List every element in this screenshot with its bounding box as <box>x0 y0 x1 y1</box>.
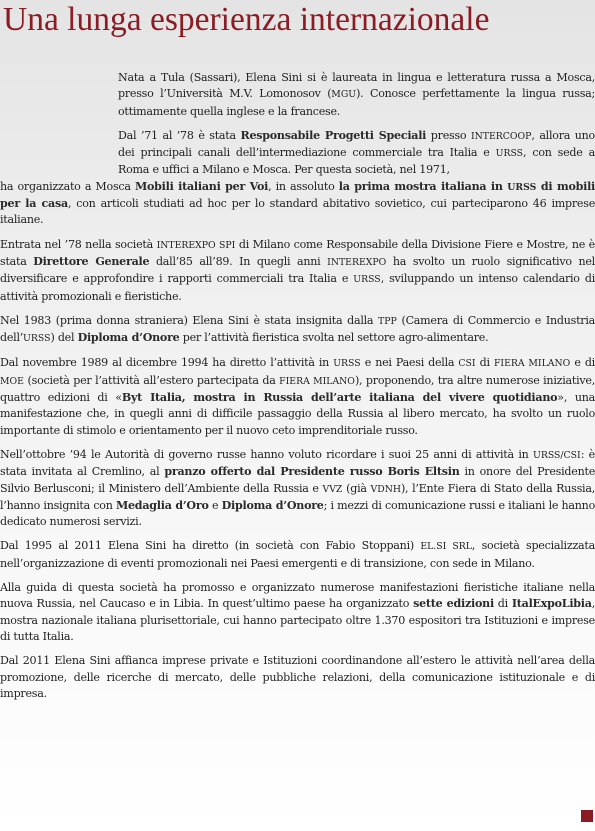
text-run: Alla guida di questa società ha promosso e organizzato numerose manifestazioni fieristiche italiane nella nuova Russia, nel Caucaso e in Libia. In quest’ultimo paese ha organizzato <box>0 581 595 611</box>
acronym: URSS <box>495 148 524 160</box>
text-run: di <box>493 597 512 611</box>
acronym: INTEREXPO SPI <box>156 239 236 251</box>
page-title: Una lunga esperienza internazionale <box>3 1 490 38</box>
acronym: TPP <box>378 315 397 327</box>
text-run: , allora uno dei principali canali dell’intermediazione commerciale tra Italia e <box>118 128 595 160</box>
paragraph-interexpo <box>0 237 595 305</box>
paragraph-diploma-1983 <box>0 313 595 348</box>
text-run: , con articoli studiati ad hoc per lo standard abitativo sovietico, cui parteciparono 46 imprese italiane. <box>0 197 595 227</box>
acronym: MOE <box>0 375 24 387</box>
acronym: INTERCOOP <box>470 130 532 142</box>
text-run: e nei Paesi della <box>360 356 459 370</box>
paragraph-fiera-milano <box>0 355 595 438</box>
text-run: ha organizzato a Mosca <box>0 179 135 193</box>
acronym: FIERA MILANO <box>279 375 355 387</box>
paragraph-elsi <box>0 538 595 572</box>
paragraph-intercoop <box>118 128 595 179</box>
text-run: dall’85 all’89. In quegli anni <box>149 254 328 268</box>
highlight-role: Responsabile Progetti Speciali <box>240 128 427 142</box>
highlight-event: pranzo offerto dal Presidente russo Boris Eltsin <box>164 465 460 479</box>
highlight-exhibition: Byt Italia, mostra in Russia dell’arte italiana del vivere quotidiano <box>121 391 558 405</box>
text-run: per l’attività fieristica svolta nel settore agro-alimentare. <box>179 331 489 345</box>
acronym: URSS <box>333 358 361 370</box>
highlight-role: Direttore Generale <box>33 254 150 268</box>
text-run: ha svolto un ruolo significativo nel diversificare e approfondire i rapporti commerciali tra Italia e <box>0 254 595 286</box>
highlight-editions: sette edizioni <box>413 597 494 611</box>
text-run: ). Conosce perfettamente la lingua russa; ottimamente quella inglese e la francese. <box>118 87 595 118</box>
acronym: URSS <box>353 274 381 286</box>
text-run: e di <box>570 356 595 370</box>
acronym: URSS <box>23 333 51 345</box>
text-run: (già <box>342 481 371 495</box>
text-run: , società specializzata nell’organizzazione di eventi promozionali nei Paesi emergenti e di transizione, con sede in Milano. <box>0 539 595 570</box>
text-run: Nata a Tula (Sassari), Elena Sini si è laureata in lingua e letteratura russa a Mosca, presso l’Università M.V. Lomonosov ( <box>118 71 595 101</box>
text-run: », una manifestazione che, in quegli anni di difficile passaggio della Russia al libero mercato, ha svolto un ruolo importante di stimolo e orientamento per il nuovo ceto imprenditoriale russo. <box>0 391 595 437</box>
highlight-award: Diploma d’Onore <box>221 498 324 512</box>
text-run: Dal ’71 al ’78 è stata <box>118 128 241 142</box>
highlight-exhibition: ItalExpoLibia <box>511 597 592 611</box>
highlight-first-exhibition: di mobili per la casa <box>0 179 595 211</box>
text-run: : è stata invitata al Cremlino, al <box>0 447 595 479</box>
acronym: FIERA MILANO <box>493 358 571 370</box>
text-run: ) del <box>50 331 78 345</box>
highlight-exhibition: Mobili italiani per Voi <box>134 179 269 193</box>
text-run: Dal 2011 Elena Sini affianca imprese private e Istituzioni coordinandone all’estero le attività nell’area della promozione, delle ricerche di mercato, delle pubbliche relazioni, della comunicazione istituzionale e di impresa. <box>0 654 595 700</box>
acronym: MGU <box>331 89 357 101</box>
paragraph-current <box>0 653 595 702</box>
text-run: e <box>208 498 222 512</box>
paragraph-first-exhibition <box>0 179 595 229</box>
text-run: Nell’ottobre ’94 le Autorità di governo russe hanno voluto ricordare i suoi 25 anni di attività in <box>0 447 533 461</box>
acronym: VDNH <box>370 483 401 495</box>
acronym: EL.SI SRL <box>420 541 472 553</box>
acronym: URSS/CSI <box>533 449 581 461</box>
article-body <box>0 70 595 710</box>
text-run: Dal novembre 1989 al dicembre 1994 ha diretto l’attività in <box>0 356 334 370</box>
text-run: ; i mezzi di comunicazione russi e italiani le hanno dedicato numerosi servizi. <box>0 498 595 529</box>
text-run: presso <box>426 128 471 142</box>
acronym: INTEREXPO <box>327 256 387 268</box>
text-run: (Camera di Commercio e Industria dell’ <box>0 313 595 345</box>
acronym: CSI <box>458 358 476 370</box>
text-run: ), l’Ente Fiera di Stato della Russia, l’hanno insignita con <box>0 481 595 512</box>
paragraph-kremlin <box>0 447 595 530</box>
acronym: VVZ <box>322 483 343 495</box>
paragraph-education <box>118 70 595 120</box>
text-run: ), proponendo, tra altre numerose iniziative, quattro edizioni di « <box>0 373 595 405</box>
text-run: , con sede a Roma e uffici a Milano e Mosca. Per questa società, nel 1971, <box>118 146 595 177</box>
text-run: , sviluppando un intenso calendario di attività promozionali e fieristiche. <box>0 272 595 303</box>
paragraph-italexpolibia <box>0 580 595 645</box>
text-run: (società per l’attività all’estero partecipata da <box>23 373 280 387</box>
text-run: in onore del Presidente Silvio Berlusconi; il Ministero dell’Ambiente della Russia e <box>0 465 595 495</box>
text-run: Nel 1983 (prima donna straniera) Elena Sini è stata insignita dalla <box>0 313 379 327</box>
acronym: URSS <box>507 181 537 193</box>
text-run: di <box>475 356 494 370</box>
text-run: , mostra nazionale italiana plurisettoriale, cui hanno partecipato oltre 1.370 espositori tra Istituzioni e imprese di tutta Italia. <box>0 597 595 643</box>
highlight-award: Medaglia d’Oro <box>115 498 209 512</box>
highlight-award: Diploma d’Onore <box>77 331 180 345</box>
page-end-marker-square <box>581 810 593 822</box>
text-run: di Milano come Responsabile della Divisione Fiere e Mostre, ne è stata <box>0 237 595 268</box>
highlight-first-exhibition: la prima mostra italiana in <box>338 179 508 193</box>
text-run: , in assoluto <box>268 179 339 193</box>
text-run: Entrata nel ’78 nella società <box>0 237 157 251</box>
text-run: Dal 1995 al 2011 Elena Sini ha diretto (in società con Fabio Stoppani) <box>0 539 421 553</box>
